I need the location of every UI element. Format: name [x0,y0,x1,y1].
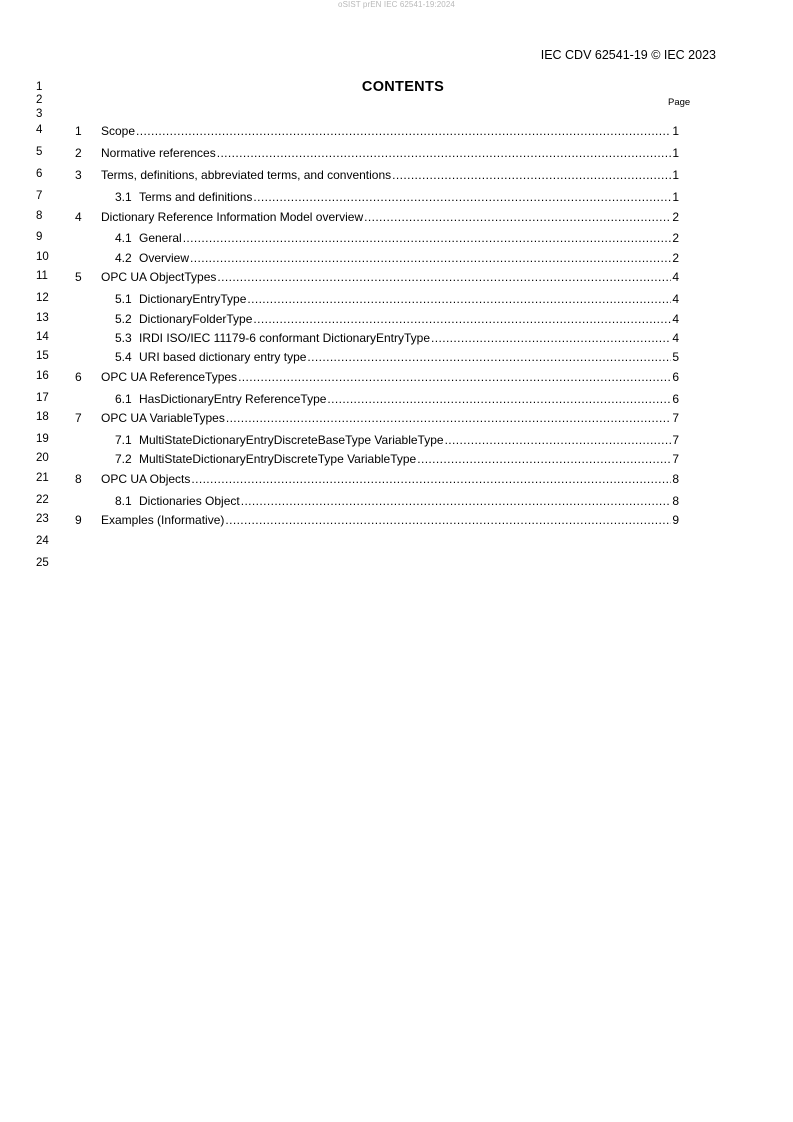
toc-entry-page: 6 [672,392,679,406]
toc-entry-title: OPC UA VariableTypes [101,411,225,425]
toc-entry[interactable] [0,146,793,161]
toc-entry-number: 2 [75,146,82,160]
toc-entry-page: 8 [672,472,679,486]
toc-entry-number: 6 [75,370,82,384]
toc-entry-number: 5.3 [115,331,132,345]
leader-dots [247,292,671,306]
line-number: 20 [36,452,49,464]
toc-entry-number: 9 [75,513,82,527]
line-number: 25 [36,557,49,569]
line-number: 14 [36,331,49,343]
toc-entry-title: IRDI ISO/IEC 11179-6 conformant DictionaryEntryType [139,331,431,345]
line-number: 10 [36,251,49,263]
toc-entry-title: Scope [101,124,136,138]
toc-entry-title: Overview [139,251,190,265]
line-number: 12 [36,292,49,304]
line-number: 2 [36,94,43,106]
line-number: 8 [36,210,43,222]
line-number: 6 [36,168,43,180]
document-reference: IEC CDV 62541-19 © IEC 2023 [540,48,716,62]
toc-entry-page: 7 [672,411,679,425]
leader-dots [183,231,672,245]
line-number: 1 [36,81,43,93]
toc-subentry[interactable] [0,392,793,407]
line-number: 3 [36,108,43,120]
toc-entry[interactable] [0,124,793,139]
toc-entry[interactable] [0,270,793,285]
leader-dots [253,190,671,204]
toc-entry[interactable] [0,210,793,225]
toc-entry-number: 5 [75,270,82,284]
line-number: 16 [36,370,49,382]
toc-subentry[interactable] [0,292,793,307]
toc-entry-number: 4 [75,210,82,224]
toc-entry-page: 9 [672,513,679,527]
leader-dots [217,270,671,284]
line-number: 9 [36,231,43,243]
toc-entry-page: 7 [672,452,679,466]
page-title: CONTENTS [361,79,445,95]
toc-entry-title: OPC UA ObjectTypes [101,270,217,284]
toc-entry-title: OPC UA Objects [101,472,191,486]
toc-entry-page: 4 [672,270,679,284]
toc-entry-title: OPC UA ReferenceTypes [101,370,238,384]
toc-subentry[interactable] [0,350,793,365]
toc-entry-page: 4 [672,292,679,306]
toc-entry[interactable] [0,472,793,487]
leader-dots [191,472,671,486]
leader-dots [253,312,671,326]
watermark: oSIST prEN IEC 62541-19:2024 [338,0,455,9]
leader-dots [364,210,671,224]
toc-entry-number: 5.4 [115,350,132,364]
leader-dots [136,124,671,138]
toc-entry-number: 7.2 [115,452,132,466]
leader-dots [417,452,671,466]
line-number: 7 [36,190,43,202]
toc-entry-number: 7 [75,411,82,425]
toc-subentry[interactable] [0,231,793,246]
line-number: 11 [36,270,48,282]
toc-entry[interactable] [0,411,793,426]
toc-entry-page: 1 [672,190,679,204]
toc-entry-number: 4.1 [115,231,132,245]
leader-dots [217,146,672,160]
toc-entry-title: Dictionary Reference Information Model overview [101,210,364,224]
leader-dots [190,251,671,265]
toc-entry-page: 2 [672,210,679,224]
line-number: 13 [36,312,49,324]
toc-entry[interactable] [0,168,793,183]
toc-subentry[interactable] [0,312,793,327]
toc-entry-number: 1 [75,124,82,138]
toc-entry-page: 2 [672,231,679,245]
line-number: 19 [36,433,49,445]
toc-entry-title: DictionaryEntryType [139,292,247,306]
toc-entry-page: 5 [672,350,679,364]
toc-entry-page: 4 [672,331,679,345]
line-number: 5 [36,146,43,158]
toc-entry-title: Terms and definitions [139,190,253,204]
line-number: 15 [36,350,49,362]
toc-entry-title: General [139,231,182,245]
line-number: 24 [36,535,49,547]
leader-dots [226,411,671,425]
toc-entry-number: 8 [75,472,82,486]
leader-dots [392,168,671,182]
line-number: 17 [36,392,49,404]
toc-entry-page: 2 [672,251,679,265]
toc-entry-number: 8.1 [115,494,132,508]
line-number: 18 [36,411,49,423]
toc-entry-page: 1 [672,146,679,160]
toc-subentry[interactable] [0,433,793,448]
toc-entry[interactable] [0,370,793,385]
leader-dots [445,433,672,447]
line-number: 23 [36,513,49,525]
toc-entry[interactable] [0,513,793,528]
toc-entry-page: 1 [672,168,679,182]
leader-dots [431,331,671,345]
toc-subentry[interactable] [0,331,793,346]
toc-entry-title: MultiStateDictionaryEntryDiscreteBaseType VariableType [139,433,444,447]
leader-dots [327,392,671,406]
toc-entry-page: 6 [672,370,679,384]
toc-entry-title: MultiStateDictionaryEntryDiscreteType VariableType [139,452,417,466]
toc-entry-number: 3.1 [115,190,132,204]
toc-entry-number: 3 [75,168,82,182]
toc-entry-number: 5.1 [115,292,132,306]
toc-entry-title: Normative references [101,146,216,160]
toc-entry-number: 5.2 [115,312,132,326]
toc-subentry[interactable] [0,190,793,205]
toc-entry-title: DictionaryFolderType [139,312,253,326]
toc-entry-page: 1 [672,124,679,138]
toc-entry-number: 4.2 [115,251,132,265]
leader-dots [241,494,672,508]
toc-entry-title: Terms, definitions, abbreviated terms, and conventions [101,168,392,182]
line-number: 22 [36,494,49,506]
toc-subentry[interactable] [0,452,793,467]
leader-dots [225,513,671,527]
toc-entry-number: 6.1 [115,392,132,406]
page-column-label: Page [668,97,691,108]
line-number: 4 [36,124,43,136]
leader-dots [238,370,671,384]
line-number: 21 [36,472,49,484]
toc-entry-title: Examples (Informative) [101,513,225,527]
toc-subentry[interactable] [0,251,793,266]
toc-entry-title: Dictionaries Object [139,494,240,508]
leader-dots [307,350,671,364]
toc-entry-page: 7 [672,433,679,447]
toc-entry-page: 4 [672,312,679,326]
toc-entry-title: URI based dictionary entry type [139,350,307,364]
toc-entry-title: HasDictionaryEntry ReferenceType [139,392,327,406]
toc-entry-number: 7.1 [115,433,132,447]
toc-subentry[interactable] [0,494,793,509]
toc-entry-page: 8 [672,494,679,508]
